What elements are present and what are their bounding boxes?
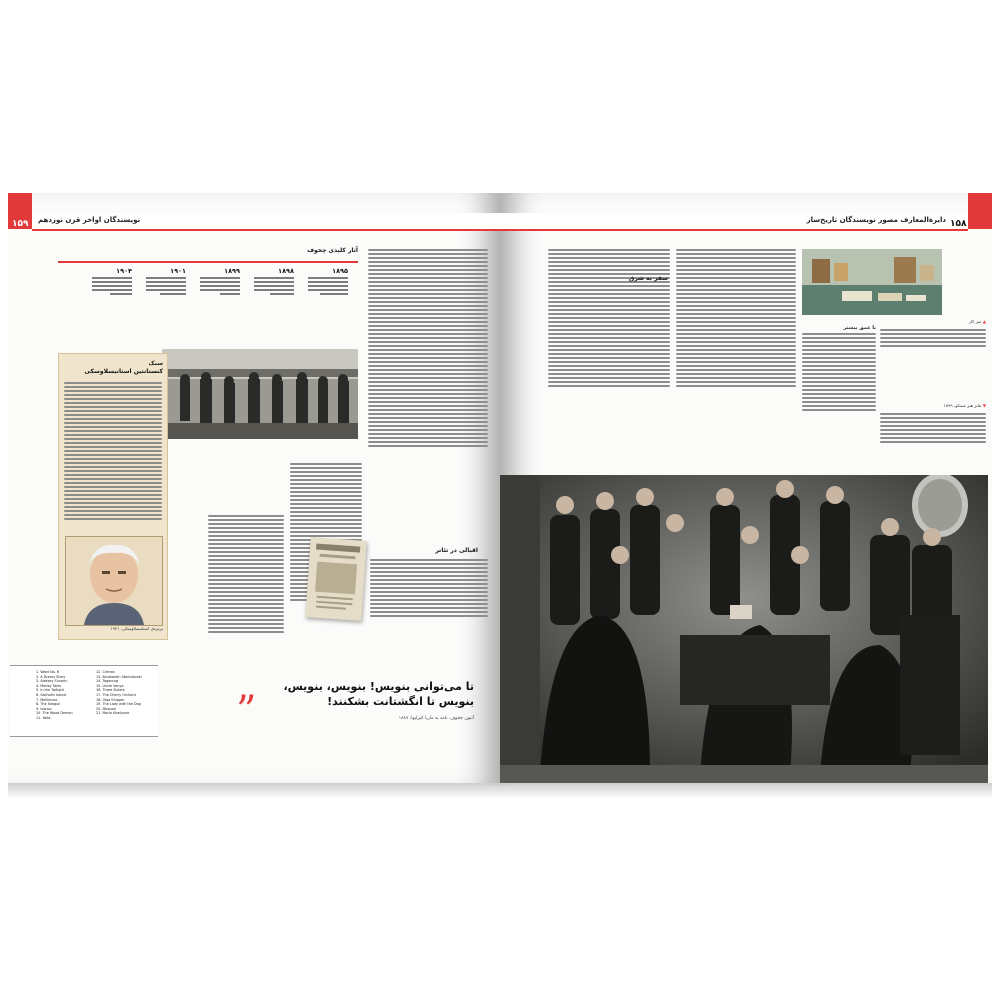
timeline-year: ۱۹۰۴ <box>116 267 132 275</box>
timeline-year: ۱۸۹۵ <box>332 267 348 275</box>
timeline-item <box>254 267 294 297</box>
body-column-3 <box>208 513 284 663</box>
stanislavski-sidebar <box>58 353 168 640</box>
book-spread <box>8 193 992 785</box>
works-item: 21. Maria Kiselyova <box>96 711 130 716</box>
works-item: 20. Moscow <box>96 706 116 711</box>
desk-photo-illustration <box>802 249 942 315</box>
quote-attribution: آنتون چخوف، نامه به ماریا کیزلیوا، ۱۸۸۷ <box>398 716 474 721</box>
moscow-art-theatre-photo <box>500 475 988 783</box>
timeline-heading: آثار کلیدی چخوف <box>307 247 358 254</box>
portrait-illustration <box>66 537 162 625</box>
timeline-item <box>308 267 348 297</box>
works-item: 3. Aleksey Suvorin <box>36 679 68 684</box>
historic-group-photo <box>162 349 358 439</box>
works-item: 6. Sakhalin Island <box>36 692 66 697</box>
body-column-6 <box>676 247 796 477</box>
works-item: 17. The Cherry Orchard <box>96 692 136 697</box>
body-column-4 <box>370 557 488 657</box>
works-item: 12. Crimea <box>96 670 115 674</box>
group-photo-illustration <box>500 475 988 783</box>
works-index <box>10 665 158 737</box>
timeline-year: ۱۹۰۱ <box>170 267 186 275</box>
desk-photo <box>802 249 942 315</box>
header-tab-right <box>968 193 992 229</box>
works-item: 10. The Wood Demon <box>36 711 73 716</box>
sidebar-kicker: سبک <box>148 360 163 367</box>
sidebar-text <box>64 380 162 530</box>
works-item: 18. Olga Knipper <box>96 697 125 702</box>
running-title-left: نویسندگان اواخر قرن نوزدهم <box>38 216 141 224</box>
works-item: 1. Ward No. 6 <box>36 670 59 674</box>
works-item: 8. The Seagull <box>36 702 61 707</box>
works-item: 14. Taganrog <box>96 679 118 684</box>
works-item: 9. Ivanov <box>36 706 52 711</box>
page-number-right: ۱۵۸ <box>950 219 967 229</box>
stanislavski-portrait <box>65 536 163 626</box>
section-heading-left: اقبالی در تئاتر <box>435 547 478 554</box>
theatre-caption: ▼ تئاتر هنر مسکو، ۱۸۹۹ <box>943 403 986 408</box>
portrait-caption: پرتره‌ی استانیسلاوسکی، ۱۹۲۱ <box>110 626 163 631</box>
right-page <box>500 193 992 785</box>
works-item: 11. Yalta <box>36 715 51 720</box>
works-item: 7. Melikhovo <box>36 697 58 702</box>
theatre-bill-image <box>305 537 366 621</box>
photo-illustration <box>162 349 358 439</box>
desk-photo-caption: ▲ میز کار <box>968 319 986 324</box>
works-item: 19. The Lady with the Dog <box>96 702 141 707</box>
page-number-left: ۱۵۹ <box>12 219 29 229</box>
left-page <box>8 193 500 785</box>
works-index-col-1 <box>36 670 73 721</box>
body-column-1 <box>368 247 488 457</box>
pull-quote: تا می‌توانی بنویس! بنویس، بنویس، بنویس تا انگشتانت بشکنند! <box>283 680 474 708</box>
timeline-year: ۱۸۹۹ <box>224 267 240 275</box>
theatre-caption-label: تئاتر هنر مسکو، ۱۸۹۹ <box>943 403 982 408</box>
timeline-item <box>92 267 132 297</box>
desk-caption-text <box>880 327 986 367</box>
timeline-year: ۱۸۹۸ <box>278 267 294 275</box>
section-heading-right: سفر به شرق <box>628 275 668 282</box>
timeline-item <box>146 267 186 297</box>
sidebar-title: کنستانتین استانیسلاوسکی <box>84 368 163 375</box>
book-shadow <box>8 783 992 799</box>
works-item: 16. Three Sisters <box>96 688 125 693</box>
works-item: 5. In the Twilight <box>36 688 64 693</box>
works-item: 13. Konstantin Stanislavski <box>96 674 142 679</box>
quote-mark-icon: ” <box>236 688 257 734</box>
works-item: 2. A Dreary Story <box>36 674 66 679</box>
desk-caption-label: میز کار <box>968 319 982 324</box>
works-index-col-2 <box>96 670 142 716</box>
running-title-right: دایرةالمعارف مصور نویسندگان تاریخ‌ساز <box>806 216 946 224</box>
key-works-timeline <box>58 257 358 337</box>
body-column-7 <box>802 325 876 475</box>
works-item: 4. Motley Tales <box>36 683 62 688</box>
sub-heading-right: با عمق بیشتر <box>843 325 876 331</box>
timeline-item <box>200 267 240 297</box>
theatre-bill-illustration <box>305 537 366 621</box>
works-item: 15. Uncle Vanya <box>96 683 124 688</box>
theatre-caption-text <box>880 411 986 471</box>
timeline-rule <box>58 261 358 263</box>
